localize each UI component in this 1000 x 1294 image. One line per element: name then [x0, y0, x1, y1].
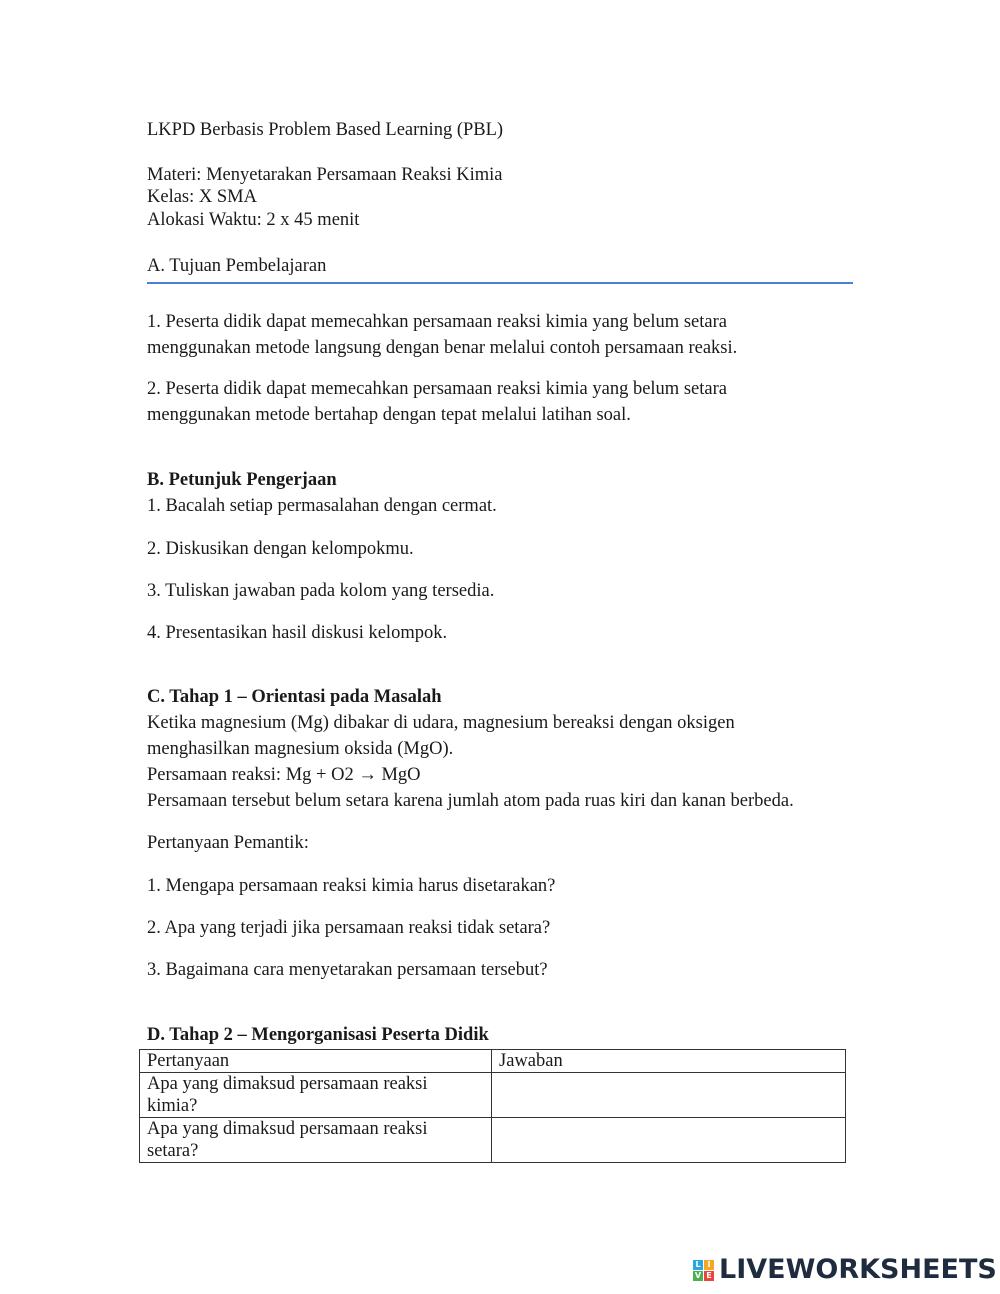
- section-c-heading: C. Tahap 1 – Orientasi pada Masalah: [147, 687, 442, 707]
- column-header-answer: Jawaban: [492, 1050, 846, 1073]
- objective-1-line-2: menggunakan metode langsung dengan benar melalui contoh persamaan reaksi.: [147, 338, 738, 358]
- question-cell: [140, 1073, 492, 1118]
- kelas-line: Kelas: X SMA: [147, 187, 257, 207]
- instruction-3: 3. Tuliskan jawaban pada kolom yang tersedia.: [147, 581, 495, 601]
- prompt-question-2: 2. Apa yang terjadi jika persamaan reaksi tidak setara?: [147, 918, 551, 938]
- objective-2-line-2: menggunakan metode bertahap dengan tepat melalui latihan soal.: [147, 405, 631, 425]
- column-header-question: Pertanyaan: [140, 1050, 492, 1073]
- instruction-4: 4. Presentasikan hasil diskusi kelompok.: [147, 623, 448, 643]
- answer-cell-2[interactable]: [492, 1118, 846, 1163]
- logo-letter-e: E: [704, 1271, 714, 1281]
- liveworksheets-logo-icon: [693, 1260, 714, 1281]
- liveworksheets-wordmark: LIVEWORKSHEETS: [719, 1254, 997, 1285]
- reaction-equation: Persamaan reaksi: Mg + O2 → MgO: [147, 765, 421, 785]
- question-answer-table: [139, 1049, 846, 1163]
- section-d-heading: D. Tahap 2 – Mengorganisasi Peserta Didik: [147, 1025, 489, 1045]
- question-text-line-2: kimia?: [147, 1096, 198, 1116]
- question-text-line-1: Apa yang dimaksud persamaan reaksi: [147, 1074, 428, 1094]
- alokasi-line: Alokasi Waktu: 2 x 45 menit: [147, 210, 360, 230]
- objective-2-line-1: 2. Peserta didik dapat memecahkan persamaan reaksi kimia yang belum setara: [147, 379, 727, 399]
- objective-1-line-1: 1. Peserta didik dapat memecahkan persamaan reaksi kimia yang belum setara: [147, 312, 727, 332]
- logo-letter-i: I: [704, 1260, 714, 1270]
- prompt-label: Pertanyaan Pemantik:: [147, 833, 309, 853]
- instruction-1: 1. Bacalah setiap permasalahan dengan cermat.: [147, 496, 497, 516]
- answer-cell-1[interactable]: [492, 1073, 846, 1118]
- materi-line: Materi: Menyetarakan Persamaan Reaksi Kimia: [147, 165, 503, 185]
- problem-line-1: Ketika magnesium (Mg) dibakar di udara, magnesium bereaksi dengan oksigen: [147, 713, 735, 733]
- instruction-2: 2. Diskusikan dengan kelompokmu.: [147, 539, 414, 559]
- table-row: [140, 1073, 846, 1118]
- prompt-question-3: 3. Bagaimana cara menyetarakan persamaan tersebut?: [147, 960, 548, 980]
- logo-letter-v: V: [694, 1270, 702, 1280]
- heading-divider: [147, 282, 853, 284]
- problem-line-4: Persamaan tersebut belum setara karena jumlah atom pada ruas kiri dan kanan berbeda.: [147, 791, 794, 811]
- section-a-heading: A. Tujuan Pembelajaran: [147, 256, 327, 276]
- prompt-question-1: 1. Mengapa persamaan reaksi kimia harus disetarakan?: [147, 876, 556, 896]
- document-title: LKPD Berbasis Problem Based Learning (PBL): [147, 120, 504, 140]
- logo-letter-l: L: [693, 1260, 703, 1270]
- liveworksheets-branding: [693, 1253, 997, 1287]
- question-text-line-1: Apa yang dimaksud persamaan reaksi: [147, 1119, 428, 1139]
- table-header-row: [140, 1050, 846, 1073]
- section-b-heading: B. Petunjuk Pengerjaan: [147, 470, 337, 490]
- table-row: [140, 1118, 846, 1163]
- question-cell: [140, 1118, 492, 1163]
- question-text-line-2: setara?: [147, 1141, 199, 1161]
- problem-line-2: menghasilkan magnesium oksida (MgO).: [147, 739, 454, 759]
